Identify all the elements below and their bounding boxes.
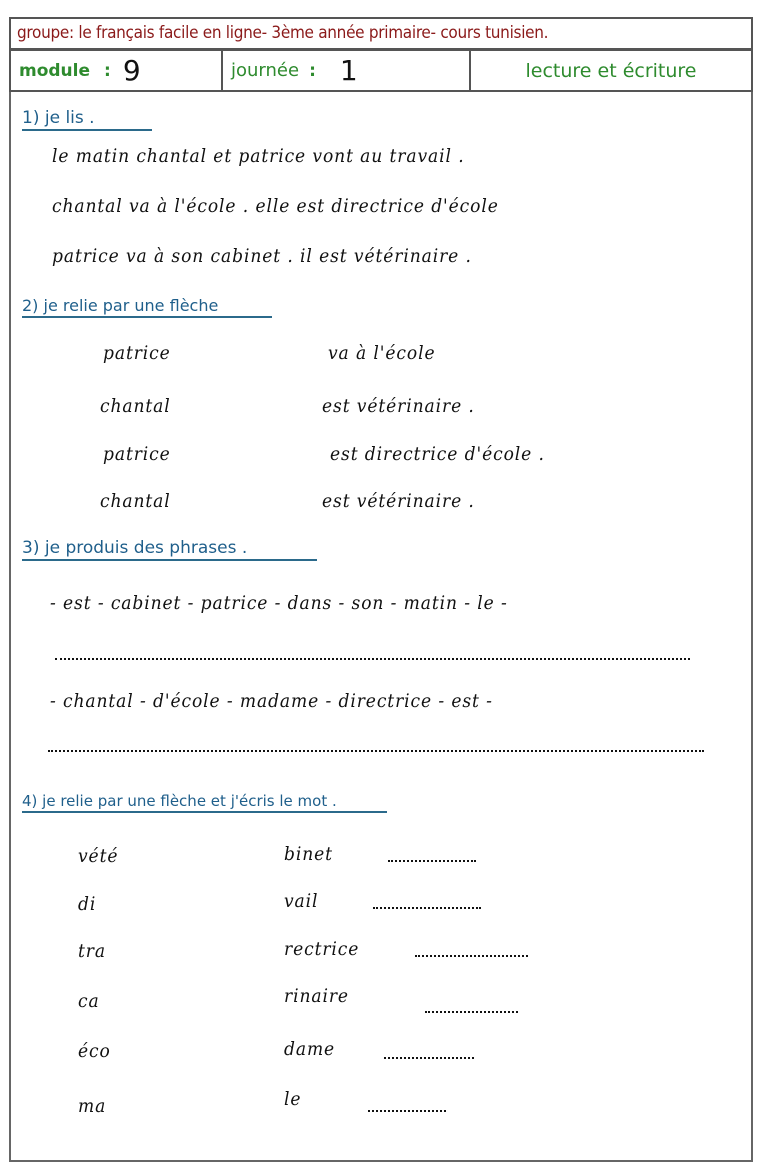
reading-line: chantal va à l'école . elle est directrice d'école [52, 195, 499, 217]
word-list: - est - cabinet - patrice - dans - son - matin - le - [50, 592, 508, 614]
word-answer[interactable] [388, 860, 476, 862]
module-value: 9 [122, 54, 141, 87]
syllable-left: ma [78, 1095, 107, 1117]
match-left: chantal [100, 395, 171, 417]
syllable-left: di [78, 893, 97, 915]
match-right: est vétérinaire . [322, 490, 475, 512]
section-4-title: 4) je relie par une flèche et j'écris le mot . [22, 792, 387, 813]
subject: lecture et écriture [525, 59, 697, 82]
match-right: va à l'école [328, 342, 436, 364]
syllable-right: binet [284, 843, 333, 865]
section-3-title: 3) je produis des phrases . [22, 538, 317, 561]
day-label: journée [231, 60, 300, 81]
word-answer[interactable] [368, 1110, 446, 1112]
group-title: groupe: le français facile en ligne- 3ème année primaire- cours tunisien. [9, 17, 753, 50]
day-cell [223, 51, 471, 90]
syllable-left: éco [78, 1040, 111, 1062]
page-border [9, 17, 753, 1162]
answer-line[interactable] [55, 658, 690, 660]
word-answer[interactable] [373, 907, 481, 909]
section-2-title: 2) je relie par une flèche [22, 296, 272, 318]
syllable-right: vail [284, 890, 319, 912]
syllable-right: dame [284, 1038, 336, 1060]
reading-line: le matin chantal et patrice vont au travail . [52, 145, 465, 167]
syllable-right: rectrice [284, 938, 360, 960]
match-left: patrice [103, 443, 171, 465]
match-left: chantal [100, 490, 171, 512]
match-right: est vétérinaire . [322, 395, 475, 417]
syllable-right: le [284, 1088, 302, 1110]
reading-line: patrice va à son cabinet . il est vétérinaire . [52, 245, 472, 267]
match-right: est directrice d'école . [330, 443, 545, 465]
syllable-left: ca [78, 990, 100, 1012]
module-cell [11, 51, 223, 90]
header-row [9, 49, 753, 92]
word-answer[interactable] [415, 955, 528, 957]
word-answer[interactable] [425, 1011, 518, 1013]
module-label: module [19, 60, 91, 81]
syllable-right: rinaire [284, 985, 349, 1007]
answer-line[interactable] [48, 750, 704, 752]
subject-cell [471, 51, 751, 90]
separator: : [104, 60, 111, 81]
word-list: - chantal - d'école - madame - directrice - est - [50, 690, 493, 712]
syllable-left: vété [78, 845, 119, 867]
separator: : [309, 60, 316, 81]
word-answer[interactable] [384, 1057, 474, 1059]
section-1-title: 1) je lis . [22, 108, 152, 131]
day-value: 1 [339, 54, 358, 87]
match-left: patrice [103, 342, 171, 364]
syllable-left: tra [78, 940, 106, 962]
